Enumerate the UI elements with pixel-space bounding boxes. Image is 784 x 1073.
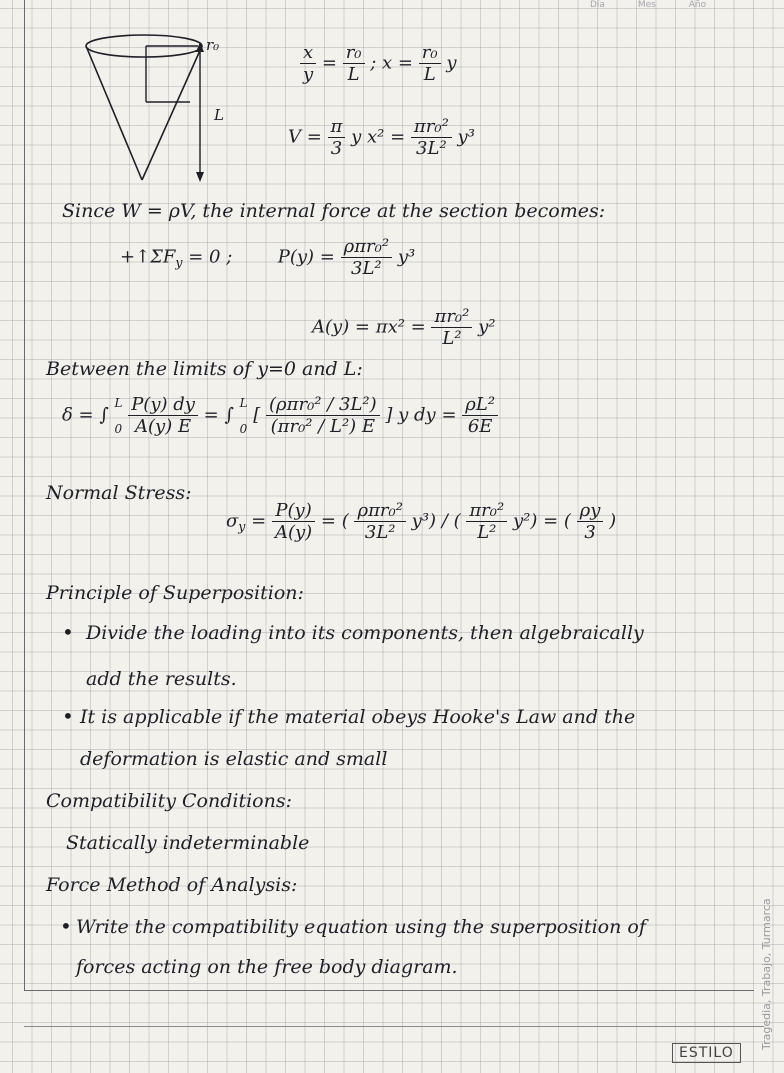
bullet-3-line-2: forces acting on the free body diagram. [76,956,458,978]
fraction-stress-result: $\frac{\rho y}{3}$ [577,500,604,543]
bullet-dot-1: • [62,620,74,644]
label-L: L [214,106,224,124]
fraction-internal-force: $\frac{\text{ρπr₀²}}{\text{3L²}}$ [341,236,392,279]
bullet-1-line-1: Divide the loading into its components, then algebraically [86,622,644,644]
fraction-pi-over-3: $\frac{\pi}{3}$ [328,116,346,159]
fraction-area-coefficient: $\frac{\text{πr₀²}}{\text{L²}}$ [431,306,472,349]
cone-right-edge [142,46,202,180]
fraction-stress-2: $\frac{\text{πr₀²}}{\text{L²}}$ [466,500,507,543]
equation-similar-triangles: $\frac{x}{y}$ = $\frac{\text{r₀}}{L}$ ; x = $\frac{\text{r₀}}{L}$ y [300,42,456,85]
fraction-p-over-ae: $\frac{P(y) dy}{A(y) E}$ [128,394,198,437]
label-r0: r₀ [206,36,220,54]
equation-volume: V = $\frac{\pi}{3}$ y x² = $\frac{\text{πr₀²}}{\text{3L²}}$ y³ [288,116,475,159]
fraction-bracket: $\frac{\text{(ρπr₀² / 3L²)}}{\text{(πr₀² / L²) E}}$ [266,394,380,437]
fraction-r0-over-L-2: $\frac{\text{r₀}}{L}$ [419,42,441,85]
bullet-2-line-2: deformation is elastic and small [80,748,388,770]
equation-deformation: δ = ∫ L 0 $\frac{P(y) dy}{A(y) E}$ = ∫ L 0 [ $\frac{\text{(ρπr₀² / 3L²)}}{\text{(πr₀² / L²) E}}$ ] y dy = $\frac{\text{ρL²}}{6E}$ [62,394,498,437]
brand-side-text: Tragedia, Trabajo, Turmarca [760,898,773,1050]
brand-logo: ESTILO [672,1043,741,1063]
text-normal-stress: Normal Stress: [46,482,192,504]
footer-rule [24,1026,764,1027]
bullet-dot-2: • [62,704,74,728]
header-label-month: Mes [637,0,656,10]
bullet-2-line-1: It is applicable if the material obeys Hooke's Law and the [80,706,636,728]
header-date-labels [590,0,736,10]
heading-principle-superposition: Principle of Superposition: [46,582,304,604]
fraction-p-over-a: $\frac{P(y)}{A(y)}$ [272,500,315,543]
text-statically-indeterminable: Statically indeterminable [66,832,310,854]
cone-diagram [80,30,250,190]
dimension-arrow-top [196,42,204,52]
margin-line-bottom [24,990,754,991]
bullet-dot-3: • [60,914,72,938]
equation-force-balance: $+↑\Sigma F_y = 0$ ; P(y) = $\frac{\text{ρπr₀²}}{\text{3L²}}$ y³ [120,236,416,279]
dimension-arrow-bottom [196,172,204,182]
text-between-limits: Between the limits of y=0 and L: [46,358,363,380]
heading-force-method: Force Method of Analysis: [46,874,298,896]
fraction-volume-coefficient: $\frac{\text{πr₀²}}{\text{3L²}}$ [411,116,452,159]
fraction-r0-over-L: $\frac{\text{r₀}}{L}$ [343,42,365,85]
equation-area: A(y) = πx² = $\frac{\text{πr₀²}}{\text{L²}}$ y² [312,306,496,349]
text-since: Since W = ρV, the internal force at the section becomes: [62,200,606,222]
bullet-3-line-1: Write the compatibility equation using the superposition of [76,916,646,938]
fraction-result-deformation: $\frac{\text{ρL²}}{6E}$ [462,394,498,437]
fraction-stress-1: $\frac{\text{ρπr₀²}}{\text{3L²}}$ [354,500,405,543]
margin-line-left [24,0,25,990]
fraction-x-over-y: $\frac{x}{y}$ [300,42,316,85]
bullet-1-line-2: add the results. [86,668,237,690]
heading-compatibility-conditions: Compatibility Conditions: [46,790,292,812]
header-label-year: Año [688,0,707,10]
cone-left-edge [86,46,142,180]
header-label-day: Día [590,0,605,10]
equation-normal-stress: $\sigma_y$ = $\frac{P(y)}{A(y)}$ = ( $\frac{\text{ρπr₀²}}{\text{3L²}}$ y³) / ( $\frac{\text{πr₀²}}{\text{L²}}$ y²) = ( $\frac{\rho y}{3}$ ) [226,500,617,543]
